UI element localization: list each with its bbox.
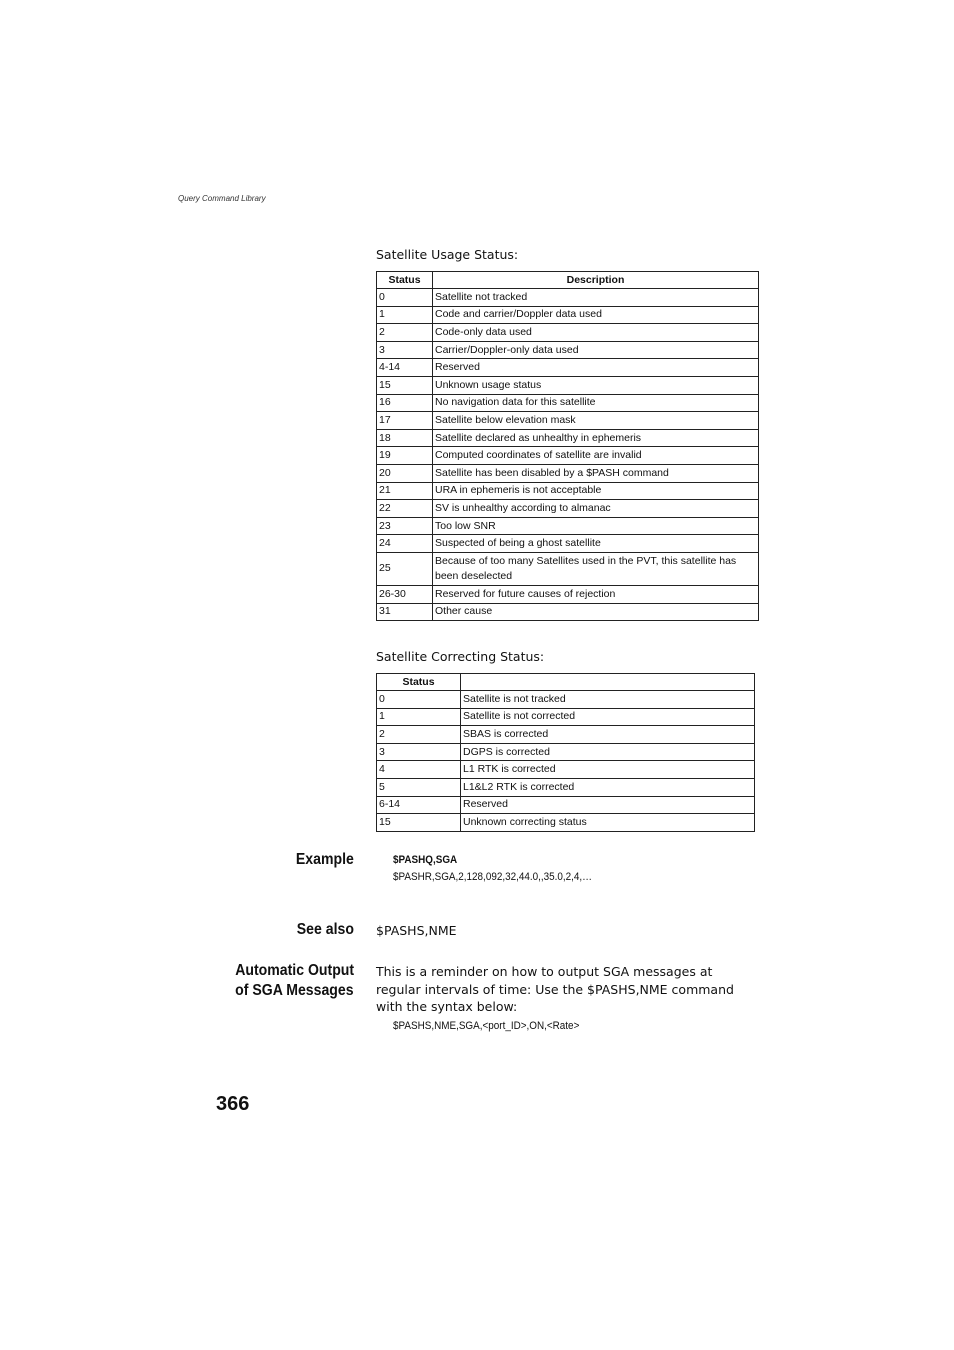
description-cell: Unknown correcting status [461, 814, 755, 832]
table-row [377, 726, 755, 744]
status-code-cell: 18 [377, 429, 433, 447]
automatic-output-description: This is a reminder on how to output SGA messages at regular intervals of time: Use the $PASHS,NME command with the syntax below: [376, 964, 734, 1014]
table-row [377, 447, 759, 465]
table-row [377, 761, 755, 779]
description-cell: Satellite is not tracked [461, 691, 755, 709]
table-header-row [377, 674, 755, 691]
description-cell: URA in ephemeris is not acceptable [433, 482, 759, 500]
status-code-cell: 0 [377, 289, 433, 307]
column-header-status: Status [377, 674, 461, 691]
status-code-cell: 4-14 [377, 359, 433, 377]
table-row [377, 341, 759, 359]
table-row [377, 814, 755, 832]
description-cell: Reserved for future causes of rejection [433, 585, 759, 603]
automatic-output-heading-line2: of SGA Messages [235, 982, 354, 999]
table-row [377, 359, 759, 377]
table-row [377, 778, 755, 796]
description-cell: Reserved [461, 796, 755, 814]
description-cell: Other cause [433, 603, 759, 621]
description-cell: Code-only data used [433, 324, 759, 342]
status-code-cell: 20 [377, 464, 433, 482]
page-number: 366 [216, 1093, 250, 1115]
description-cell: Computed coordinates of satellite are invalid [433, 447, 759, 465]
table-row [377, 535, 759, 553]
status-code-cell: 25 [377, 552, 433, 585]
status-code-cell: 2 [377, 726, 461, 744]
table-row [377, 394, 759, 412]
description-cell: Satellite below elevation mask [433, 412, 759, 430]
table-header-row [377, 272, 759, 289]
column-header-description: Description [433, 272, 759, 289]
status-code-cell: 21 [377, 482, 433, 500]
table-row [377, 289, 759, 307]
status-code-cell: 1 [377, 306, 433, 324]
running-header: Query Command Library [178, 194, 266, 203]
status-code-cell: 24 [377, 535, 433, 553]
description-cell: L1&L2 RTK is corrected [461, 778, 755, 796]
table-row [377, 324, 759, 342]
description-cell: Satellite is not corrected [461, 708, 755, 726]
description-cell: Satellite declared as unhealthy in ephemeris [433, 429, 759, 447]
status-code-cell: 19 [377, 447, 433, 465]
status-code-cell: 4 [377, 761, 461, 779]
status-code-cell: 31 [377, 603, 433, 621]
description-cell: Unknown usage status [433, 376, 759, 394]
automatic-output-heading-line1: Automatic Output [235, 962, 354, 979]
status-code-cell: 22 [377, 500, 433, 518]
column-header-status: Status [377, 272, 433, 289]
table-row [377, 376, 759, 394]
automatic-output-syntax: $PASHS,NME,SGA,<port_ID>,ON,<Rate> [393, 1020, 580, 1032]
table-row [377, 412, 759, 430]
correcting-table-caption: Satellite Correcting Status: [376, 649, 545, 664]
table-row [377, 464, 759, 482]
table-row [377, 796, 755, 814]
status-code-cell: 16 [377, 394, 433, 412]
status-code-cell: 1 [377, 708, 461, 726]
status-code-cell: 2 [377, 324, 433, 342]
example-response: $PASHR,SGA,2,128,092,32,44.0,,35.0,2,4,… [393, 871, 593, 883]
table-row [377, 429, 759, 447]
description-cell: Suspected of being a ghost satellite [433, 535, 759, 553]
table-row [377, 743, 755, 761]
description-cell: Carrier/Doppler-only data used [433, 341, 759, 359]
usage-status-table [376, 271, 759, 621]
usage-table-caption: Satellite Usage Status: [376, 247, 519, 262]
status-code-cell: 15 [377, 814, 461, 832]
status-code-cell: 5 [377, 778, 461, 796]
example-query: $PASHQ,SGA [393, 854, 458, 866]
table-row [377, 585, 759, 603]
table-row [377, 517, 759, 535]
status-code-cell: 23 [377, 517, 433, 535]
description-cell: SV is unhealthy according to almanac [433, 500, 759, 518]
description-cell: Satellite not tracked [433, 289, 759, 307]
status-code-cell: 17 [377, 412, 433, 430]
see-also-reference: $PASHS,NME [376, 923, 457, 938]
table-row [377, 603, 759, 621]
status-code-cell: 3 [377, 743, 461, 761]
description-cell: DGPS is corrected [461, 743, 755, 761]
table-row [377, 708, 755, 726]
description-cell: Reserved [433, 359, 759, 377]
description-cell: Too low SNR [433, 517, 759, 535]
column-header-blank [461, 674, 755, 691]
correcting-status-table [376, 673, 755, 832]
description-cell: L1 RTK is corrected [461, 761, 755, 779]
table-row [377, 552, 759, 585]
status-code-cell: 6-14 [377, 796, 461, 814]
table-row [377, 500, 759, 518]
status-code-cell: 3 [377, 341, 433, 359]
table-row [377, 482, 759, 500]
description-cell: SBAS is corrected [461, 726, 755, 744]
see-also-heading: See also [296, 921, 354, 938]
status-code-cell: 26-30 [377, 585, 433, 603]
table-row [377, 306, 759, 324]
description-cell: Because of too many Satellites used in the PVT, this satellite has been deselected [433, 552, 759, 585]
status-code-cell: 15 [377, 376, 433, 394]
status-code-cell: 0 [377, 691, 461, 709]
example-heading: Example [296, 851, 354, 868]
description-cell: Satellite has been disabled by a $PASH command [433, 464, 759, 482]
description-cell: No navigation data for this satellite [433, 394, 759, 412]
description-cell: Code and carrier/Doppler data used [433, 306, 759, 324]
table-row [377, 691, 755, 709]
